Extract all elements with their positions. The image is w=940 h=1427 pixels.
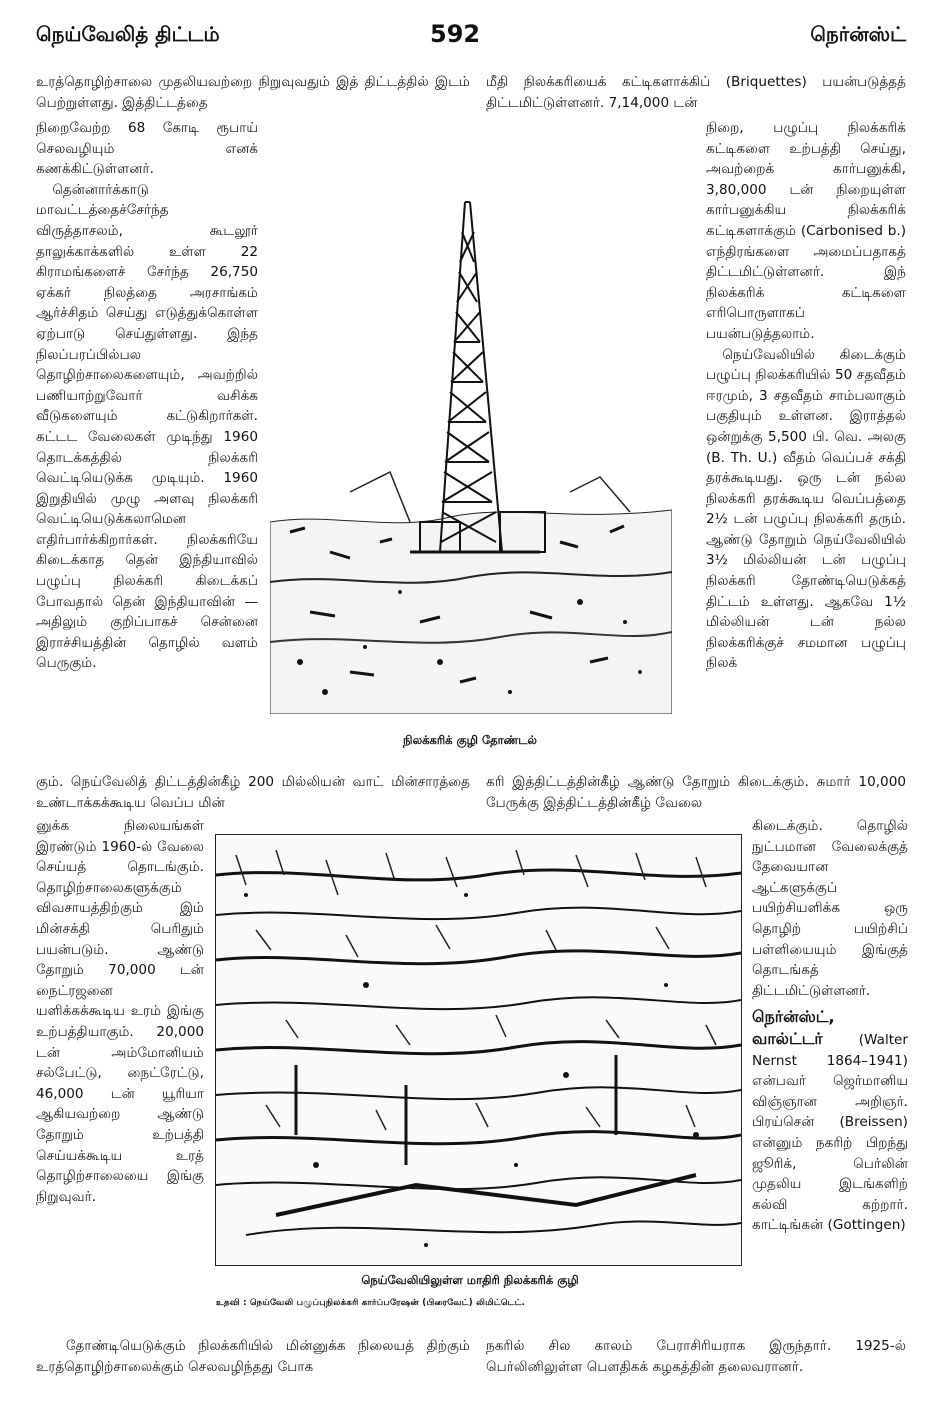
left-column-upper bbox=[36, 118, 258, 674]
mid-text-right: கரி இத்திட்டத்தின்கீழ் ஆண்டு தோறும் கிடைக்கும். சுமார் 10,000 பேருக்கு இத்திட்டத்தின்கீழ் வேலை bbox=[486, 774, 906, 811]
coal-pit-drilling-photo bbox=[270, 192, 672, 714]
top-text-right: மீதி நிலக்கரியைக் கட்டிகளாக்கிப் (Briquettes) பயன்படுத்தத் திட்டமிட்டுள்ளனர். 7,14,000 டன் bbox=[486, 74, 906, 111]
bottom-text-left: தோண்டியெடுக்கும் நிலக்கரியில் மின்னுக்க நிலையத் திற்கும் உரத்தொழிற்சாலைக்கும் செலவழிந்தது போக bbox=[36, 1338, 470, 1375]
page-number: 592 bbox=[430, 20, 481, 48]
running-head-right: நெர்ன்ஸ்ட் bbox=[810, 22, 906, 46]
paragraph: நிறைவேற்ற 68 கோடி ரூபாய் செலவழியும் எனக் கணக்கிட்டுள்ளனர். bbox=[36, 120, 258, 178]
bottom-text-right: நகரில் சில காலம் பேராசிரியராக இருந்தார். 1925-ல் பெர்லினிலுள்ள பௌதிகக் கழகத்தின் தலைவரானர். bbox=[486, 1338, 906, 1375]
nernst-entry bbox=[752, 1007, 908, 1236]
entry-body: (Walter Nernst 1864–1941) என்பவர் ஜெர்மானிய விஞ்ஞான அறிஞர். பிரய்சென் (Breissen) என்னும் நகரிற் பிறந்து ஜூரிக், பெர்லின் முதலிய இடங்களிற் கல்வி கற்றார். காட்டிங்கன் (Gottingen) bbox=[752, 1031, 908, 1234]
drilling-rig-illustration bbox=[270, 192, 672, 714]
coal-pit-illustration bbox=[216, 835, 741, 1265]
right-column-lower bbox=[752, 816, 908, 1236]
paragraph: நிறை, பழுப்பு நிலக்கரிக் கட்டிகளை உற்பத்தி செய்து, அவற்றைக் கார்பனுக்கி, 3,80,000 டன் நிறையுள்ள கார்பனுக்கிய நிலக்கரிக் கட்டிகளாக்கும் (Carbonised b.) எந்திரங்களை அமைப்பதாகத் திட்டமிட்டுள்ளனர். இந் நிலக்கரிக் கட்டிகளை எரிபொருளாகப் பயன்படுத்தலாம். bbox=[706, 120, 906, 342]
paragraph: தென்னார்க்காடு மாவட்டத்தைச்சேர்ந்த விருத்தாசலம், கூடலூர் தாலுக்காக்களில் உள்ள 22 கிராமங்களைச் சேர்ந்த 26,750 ஏக்கர் நிலத்தை அரசாங்கம் ஆர்ச்சிதம் செய்து எடுத்துக்கொள்ள ஏற்பாடு செய்துள்ளது. இந்த நிலப்பரப்பில்பல தொழிற்சாலைகளையும், அவற்றில் பணியாற்றுவோர் வசிக்க வீடுகளையும் கட்டுகிறார்கள். கட்டட வேலைகள் முடிந்து 1960 தொடக்கத்தில் நிலக்கரி வெட்டியெடுக்க முடியும். 1960 இறுதியில் முழு அளவு நிலக்கரி வெட்டியெடுக்கலாமென எதிர்பார்க்கிறார்கள். நிலக்கரியே கிடைக்காத தென் இந்தியாவில் பழுப்பு நிலக்கரி கிடைக்கப் போவதால் தென் இந்தியாவின் —அதிலும் குறிப்பாகச் சென்னை இராச்சியத்தின் தொழில் வளம் பெருகும். bbox=[36, 181, 258, 672]
running-head-left: நெய்வேலித் திட்டம் bbox=[36, 22, 220, 46]
model-coal-pit-photo bbox=[215, 834, 742, 1266]
paragraph: நெய்வேலியில் கிடைக்கும் பழுப்பு நிலக்கரியில் 50 சதவீதம் ஈரமும், 3 சதவீதம் சாம்பலாகும் பகுதியும் உள்ளன. இராத்தல் ஒன்றுக்கு 5,500 பி. வெ. அலகு (B. Th. U.) வீதம் வெப்பச் சக்தி தரக்கூடியது. ஒரு டன் நல்ல நிலக்கரி தரக்கூடிய வெப்பத்தை 2½ டன் பழுப்பு நிலக்கரி தரும். ஆண்டு தோறும் நெய்வேலியில் 3½ மில்லியன் டன் பழுப்பு நிலக்கரி தோண்டியெடுக்கத் திட்டம் உள்ளது. ஆகவே 1½ மில்லியன் டன் நல்ல நிலக்கரிக்குச் சமமான பழுப்பு நிலக் bbox=[706, 346, 906, 672]
figure-2-credit: உதவி : நெய்வேலி பழுப்புநிலக்கரி கார்ப்பரேஷன் (பிரைவேட்) லிமிட்டெட். bbox=[216, 1298, 526, 1308]
figure-2-caption: நெய்வேலியிலுள்ள மாதிரி நிலக்கரிக் குழி bbox=[361, 1273, 579, 1287]
top-text-left: உரத்தொழிற்சாலை முதலியவற்றை நிறுவுவதும் இத் திட்டத்தில் இடம் பெற்றுள்ளது. இத்திட்டத்தை bbox=[36, 74, 470, 111]
right-column-upper bbox=[706, 118, 906, 674]
figure-1-caption: நிலக்கரிக் குழி தோண்டல் bbox=[403, 733, 537, 747]
entry-heading: நெர்ன்ஸ்ட், வால்ட்டர் bbox=[752, 1007, 835, 1048]
mid-text-left: கும். நெய்வேலித் திட்டத்தின்கீழ் 200 மில்லியன் வாட் மின்சாரத்தை உண்டாக்கக்கூடிய வெப்ப மின் bbox=[36, 774, 470, 811]
paragraph: கிடைக்கும். தொழில் நுட்பமான வேலைக்குத் தேவையான ஆட்களுக்குப் பயிற்சியளிக்க ஒரு தொழிற் பயிற்சிப் பள்ளியையும் இங்குத் தொடங்கத் திட்டமிட்டுள்ளனர். bbox=[752, 818, 908, 999]
left-column-lower bbox=[36, 816, 204, 1207]
paragraph: னுக்க நிலையங்கள் இரண்டும் 1960-ல் வேலை செய்யத் தொடங்கும். தொழிற்சாலைகளுக்கும் விவசாயத்திற்கும் இம் மின்சக்தி பெரிதும் பயன்படும். ஆண்டு தோறும் 70,000 டன் நைட்ரஜனை யளிக்கக்கூடிய உரம் இங்கு உற்பத்தியாகும். 20,000 டன் அம்மோனியம் சல்பேட்டு, நைட்ரேட்டு, 46,000 டன் யூரியா ஆகியவற்றை ஆண்டு தோறும் உற்பத்தி செய்யக்கூடிய உரத் தொழிற்சாலையை இங்கு நிறுவுவர். bbox=[36, 818, 204, 1205]
